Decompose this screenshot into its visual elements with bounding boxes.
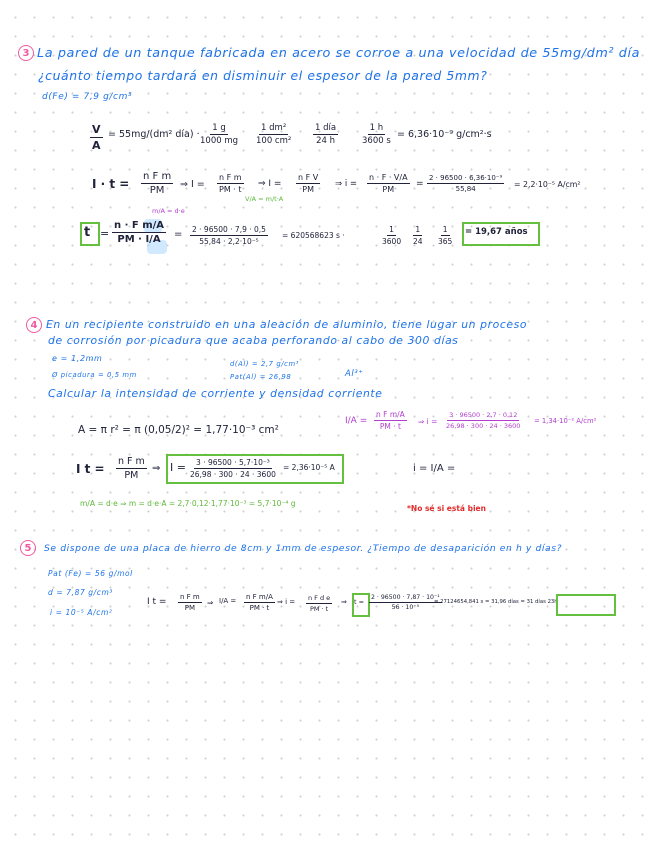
p5-f3-den: PM · t [249,604,270,612]
p4-I-den: 26,98 · 300 · 24 · 3600 [190,470,276,479]
problem-5-it-lhs: I t = [147,597,167,607]
eq2-frac-4 [367,173,410,194]
eq3-f1-num: n · F m/A [114,220,165,231]
problem-4-statement-line-1: En un recipiente construido en una aleación de aluminio, tiene lugar un proceso [46,318,528,331]
eq1-part1: = 55mg/(dm² día) · [108,129,200,140]
eq1-f2-num: 1 dm² [261,123,287,133]
eq1-f4-num: 1 h [369,123,384,133]
eq1-f1-num: 1 g [212,123,226,133]
p4-i2-den: 26,98 · 300 · 24 · 3600 [446,422,521,430]
problem-4-ion: Al³⁺ [345,369,364,379]
problem-4-i-eq: i = I/A = [413,463,456,474]
eq3-frac-5 [438,225,452,246]
eq1-f3-den: 24 h [316,136,335,146]
problem-4-i-frac-2 [446,411,520,430]
problem-5-IA: I/A = [219,597,237,605]
p5-f3-num: n F m/A [246,593,273,601]
problem-5-frac-5 [369,594,442,611]
eq3-side-note: m/A = d·e [152,207,185,215]
problem-4-i-frac [374,410,407,431]
eq2-f2-num: n F m [219,173,242,182]
eq1-f1-den: 1000 mg [200,136,239,146]
problem-4-statement-line-3: Calcular la intensidad de corriente y densidad corriente [48,387,383,400]
problem-5-arrow-3: ⇒ [341,598,347,606]
problem-4-mass: m/A = d·e ⇒ m = d·e·A = 2,7·0,12·1,77·10⁻³ = 5,7·10⁻⁴ g [80,499,296,508]
eq2-f5-num: 2 · 96500 · 6,36·10⁻⁹ [429,174,503,182]
eq2-f1-den: PM [149,185,165,196]
eq2-arrow-3: ⇒ i = [335,179,358,189]
p5-f4-num: n F d e [308,594,331,602]
eq1-lhs-num: V [92,123,101,136]
eq1-factor-4 [362,123,391,146]
problem-5-atomic-mass: Pat (Fe) = 56 g/mol [48,569,133,578]
problem-5-t-label: t = [354,598,365,606]
p4-I-num: 3 · 96500 · 5,7·10⁻³ [196,458,270,467]
problem-4-number: 4 [26,317,42,333]
p4-it-num: n F m [118,456,145,467]
p5-f1-den: PM [184,604,195,612]
eq2-f4-num: n · F · V/A [369,173,408,182]
problem-5-density: d = 7,87 g/cm³ [48,588,114,597]
problem-3-statement-line-1: La pared de un tanque fabricada en acero se corroe a una velocidad de 55mg/dm² día [37,46,641,61]
problem-4-thickness: e = 1,2mm [52,354,103,363]
eq3-t: t [84,225,91,240]
problem-4-I: I = [170,461,186,474]
eq2-f3-num: n F V [298,173,319,182]
eq2-arrow-1: ⇒ I = [180,179,205,190]
eq2-f2-den: PM · t [219,185,242,194]
eq3-g2-den: 24 [413,237,423,246]
eq1-factor-3 [313,123,338,146]
eq3-g1-den: 3600 [382,237,402,246]
eq1-f3-num: 1 día [315,123,337,133]
eq3-frac-2 [190,225,268,246]
eq3-f2-num: 2 · 96500 · 7,9 · 0,5 [192,225,266,234]
problem-4-diameter: Ø picadura = 0,5 mm [52,371,137,379]
eq2-arrow-2: ⇒ I = [258,179,282,189]
eq3-f2-den: 55,84 · 2,2·10⁻⁵ [199,237,259,246]
eq3-f1-den: PM · I/A [117,234,161,245]
problem-5-frac-4 [306,594,332,613]
eq2-frac-2 [217,173,244,194]
p5-f5-den: 56 · 10⁻⁵ [391,604,420,611]
problem-5-arrow-1: ⇒ [207,598,214,607]
problem-4-i-result: = 1,34·10⁻² A/cm² [534,417,597,425]
problem-4-I-result: = 2,36·10⁻⁵ A [283,463,335,472]
eq1-f4-den: 3600 s [362,136,391,146]
eq1-lhs-fraction [90,123,103,152]
eq3-equals-2: = [174,229,183,240]
eq1-factor-1 [200,123,238,146]
problem-4-statement-line-2: de corrosión por picadura que acaba perforando al cabo de 300 días [48,334,459,347]
eq2-f4-den: PM [382,185,395,194]
eq2-side-note: V/A = m/t·A [245,195,284,203]
eq3-frac-4 [413,225,423,246]
eq2-frac-1 [141,171,173,196]
problem-3-density: d(Fe) = 7,9 g/cm³ [42,92,133,102]
problem-4-it-lhs: I t = [76,462,105,476]
eq3-g3-num: 1 [442,225,448,234]
eq3-g3-den: 365 [438,237,453,246]
problem-4-atomic-mass: Pat(Al) = 26,98 [230,373,292,381]
p4-it-den: PM [124,470,139,481]
p4-i2-num: 3 · 96500 · 2,7 · 0,12 [449,411,518,419]
eq2-f3-den: PM [302,185,314,194]
result-box-5b [556,594,616,616]
problem-5-current-density: i = 10⁻⁵ A/cm² [50,608,113,617]
eq1-f2-den: 100 cm² [256,136,292,146]
eq3-g1-num: 1 [389,225,394,234]
problem-4-it-arrow: ⇒ [152,463,161,474]
problem-5-frac-1 [178,593,202,612]
eq2-result: = 2,2·10⁻⁵ A/cm² [514,180,581,189]
eq2-frac-5 [427,174,504,193]
problem-5-statement: Se dispone de una placa de hierro de 8cm y 1mm de espesor. ¿Tiempo de desaparición en h y días? [44,543,563,554]
p5-f5-num: 2 · 96500 · 7,87 · 10⁻¹ [371,594,440,601]
p4-i-num: n F m/A [376,410,405,419]
eq2-lhs: I · t = [92,177,130,191]
problem-4-density: d(Al) = 2,7 g/cm³ [230,360,300,368]
eq2-frac-3 [296,173,320,194]
p5-f1-num: n F m [180,593,200,601]
eq3-mid: = 620568623 s · [282,231,345,240]
eq1-factor-2 [256,123,291,146]
eq2-f5-den: 55,84 [455,185,476,193]
problem-5-frac-3 [244,593,275,612]
eq3-g2-num: 1 [415,225,421,234]
eq1-lhs-den: A [92,139,101,152]
p4-i-den: PM · t [379,422,401,431]
eq3-result: = 19,67 años [465,227,528,237]
problem-4-i-lhs: I/A = [345,416,368,426]
eq3-frac-1 [112,220,166,245]
eq3-frac-3 [382,225,401,246]
eq2-f1-num: n F m [143,171,172,182]
problem-5-arrow-2: ⇒ i = [277,598,296,606]
problem-4-it-frac [116,456,147,481]
problem-5-number: 5 [20,540,36,556]
eq1-result: = 6,36·10⁻⁹ g/cm²·s [397,129,492,140]
problem-4-i-mid: ⇒ i = [418,417,438,426]
problem-4-area: A = π r² = π (0,05/2)² = 1,77·10⁻³ cm² [78,424,279,436]
p5-f4-den: PM · t [309,605,329,613]
eq3-equals: = [100,227,110,240]
problem-5-result: = 27124654,841 s = 31,96 días = 31 días 23h [434,599,558,605]
eq2-equals: = [416,179,424,189]
problem-3-statement-line-2: ¿cuánto tiempo tardará en disminuir el espesor de la pared 5mm? [38,68,488,83]
problem-4-warning: *No sé si está bien [407,504,486,513]
problem-4-I-frac [190,458,276,479]
problem-3-number: 3 [18,45,34,61]
